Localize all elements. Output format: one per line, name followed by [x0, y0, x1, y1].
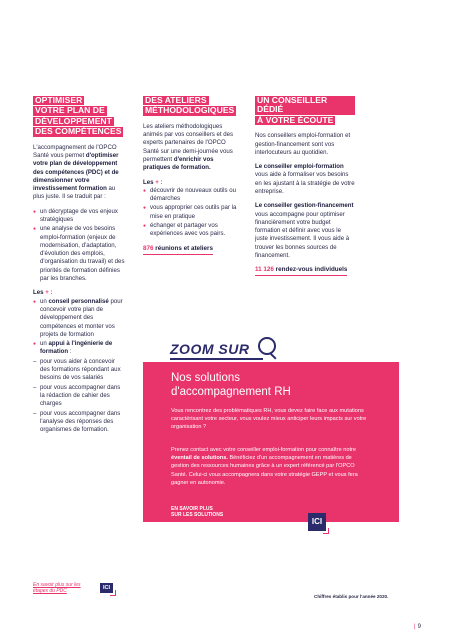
pdc-link[interactable]: En savoir plus sur les étapes du PDC [33, 582, 81, 594]
ateliers-paragraph: Les ateliers méthodologiques animés par vos conseillers et des experts partenaires de l'OPCO Santé sur une demi-journée vous permettent d'enrichir vos pratiques de formation. [143, 122, 234, 172]
list-item: ● découvrir de nouveaux outils ou démarches [143, 187, 238, 204]
intro-paragraph: L'accompagnement de l'OPCO Santé vous permet d'optimiser votre plan de développement des compétences (PDC) et de dimensionner votre investissement formation au plus juste. Il se traduit par : [33, 143, 119, 201]
heading-line: DES ATELIERS [145, 95, 207, 105]
conseiller-paragraph: Nos conseillers emploi-formation et gestion-financement sont vos interlocuteurs au quotidien. [255, 132, 351, 156]
column-conseiller [255, 96, 355, 276]
les-plus-label: Les + : [33, 289, 53, 297]
heading-line: OPTIMISER [35, 95, 83, 105]
list-item: ● un décryptage de vos enjeux stratégiques [33, 208, 125, 225]
les-plus-label: Les + : [143, 178, 163, 186]
heading-line: MÉTHODOLOGIQUES [145, 105, 235, 116]
conseiller-paragraph: Le conseiller emploi-formation vous aide à formaliser vos besoins en les ajustant à la stratégie de votre entreprise. [255, 163, 355, 195]
zoom-title: ZOOM SUR [170, 341, 250, 357]
page-number: | 9 [414, 624, 421, 630]
heading-line: À VOTRE ÉCOUTE [257, 114, 334, 125]
heading-ateliers [143, 96, 238, 116]
zoom-panel [143, 362, 399, 522]
magnifier-handle-icon [269, 352, 276, 359]
heading-line: DES COMPÉTENCES [35, 126, 122, 137]
list-item: ● échanger et partager vos expériences avec vos pairs. [143, 222, 238, 239]
stat-reunions: 876 réunions et ateliers [143, 245, 213, 255]
heading-line: UN CONSEILLER DÉDIÉ [255, 96, 355, 115]
list-item: ● un appui à l'ingénierie de formation : [33, 340, 125, 357]
ateliers-list [143, 187, 238, 239]
heading-line: VOTRE PLAN DE [35, 105, 105, 116]
column-ateliers [143, 96, 238, 255]
needs-list [33, 208, 125, 284]
panel-heading: Nos solutions d'accompagnement RH [171, 372, 291, 398]
heading-optimiser [33, 96, 125, 137]
panel-paragraph: Prenez contact avec votre conseiller emploi-formation pour connaître notre éventail de solutions. Bénéficiez d'un accompagnement en matières de gestion des ressources humaines grâce à un expert référencé par l'OPCO Santé. Celui-ci vous accompagnera dans votre stratégie GEPP et vous fera gagner en autonomie. [171, 447, 358, 486]
plus-list [33, 298, 125, 435]
list-item: ● une analyse de vos besoins emploi-formation (enjeux de modernisation, d'adaptation, d'évolution des emplois, d'organisation du travail) et des priorités de formation définies par les branches. [33, 225, 125, 283]
source-note: Chiffres établis pour l'année 2020. [314, 594, 389, 599]
solutions-link[interactable]: EN SAVOIR PLUS SUR LES SOLUTIONS [171, 506, 224, 518]
ici-button-pdc[interactable]: ICI [100, 583, 113, 593]
list-item: ● un conseil personnalisé pour concevoir votre plan de développement des compétences et monter vos projets de formation [33, 298, 125, 339]
dash-item: – pour vous accompagner dans la rédaction de cahier des charges [33, 384, 125, 409]
conseiller-paragraph: Le conseiller gestion-financement vous accompagne pour optimiser financièrement votre budget formation et définir avec vous le juste investissement. Il vous aide à trouver les bonnes sources de financement. [255, 202, 354, 260]
ici-button-solutions[interactable]: ICI [308, 513, 326, 531]
magnifier-icon [258, 337, 276, 355]
zoom-underline [170, 358, 263, 360]
stat-rendez-vous: 11 126 rendez-vous individuels [255, 266, 347, 276]
heading-conseiller [255, 96, 355, 125]
panel-paragraph: Vous rencontrez des problématiques RH, vous devez faire face aux mutations caractérisant votre secteur, vous voulez mieux anticiper leurs impacts sur votre organisation ? [171, 408, 367, 431]
dash-item: – pour vous accompagner dans l'analyse des réponses des organismes de formation. [33, 410, 125, 435]
heading-line: DÉVELOPPEMENT [35, 115, 112, 126]
dash-item: – pour vous aider à concevoir des formations répondant aux besoins de vos salariés [33, 358, 125, 383]
list-item: ● vous approprier ces outils par la mise en pratique [143, 204, 238, 221]
column-optimiser [33, 96, 125, 440]
page-bar-icon: | [414, 624, 416, 630]
